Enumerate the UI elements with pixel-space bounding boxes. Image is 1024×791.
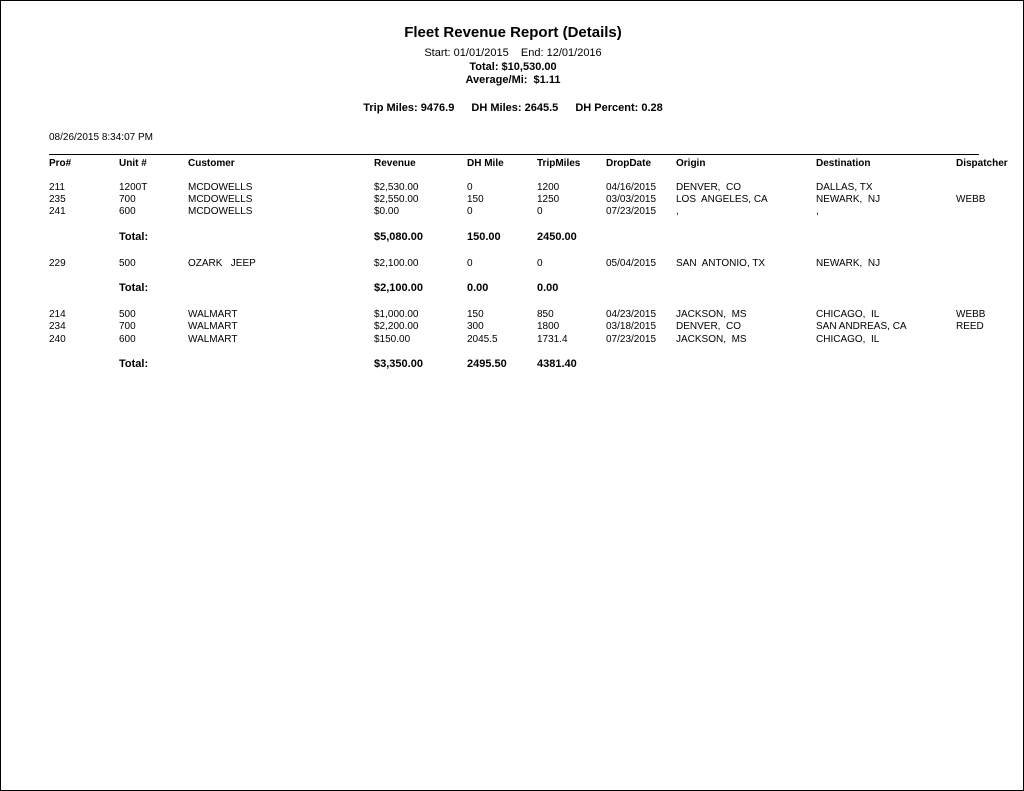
cell-pro: 240 <box>49 334 66 345</box>
table-row <box>1 206 1024 218</box>
cell-dh-mile: 0 <box>467 258 473 269</box>
table-row <box>1 309 1024 321</box>
cell-revenue: $2,550.00 <box>374 194 419 205</box>
total-label: Total: <box>119 282 149 294</box>
total-trip-miles: 0.00 <box>537 282 559 294</box>
table-row <box>1 258 1024 270</box>
total-dh-mile: 2495.50 <box>467 358 507 370</box>
table-row <box>1 334 1024 346</box>
cell-dh-mile: 150 <box>467 309 484 320</box>
cell-dispatcher: WEBB <box>956 194 986 205</box>
cell-pro: 241 <box>49 206 66 217</box>
cell-destination: , <box>816 206 819 217</box>
cell-customer: WALMART <box>188 334 238 345</box>
cell-unit: 500 <box>119 309 136 320</box>
cell-destination: SAN ANDREAS, CA <box>816 321 907 332</box>
cell-pro: 211 <box>49 182 65 193</box>
table-row <box>1 194 1024 206</box>
total-label: Total: <box>119 231 149 243</box>
cell-trip-miles: 0 <box>537 258 543 269</box>
cell-revenue: $2,200.00 <box>374 321 419 332</box>
cell-customer: MCDOWELLS <box>188 194 253 205</box>
cell-dh-mile: 2045.5 <box>467 334 498 345</box>
cell-destination: DALLAS, TX <box>816 182 873 193</box>
cell-pro: 229 <box>49 258 66 269</box>
column-header-drop-date: DropDate <box>606 158 652 169</box>
cell-drop-date: 07/23/2015 <box>606 334 657 345</box>
cell-dh-mile: 0 <box>467 182 473 193</box>
table-row <box>1 182 1024 194</box>
cell-destination: NEWARK, NJ <box>816 194 881 205</box>
group-total-row <box>1 231 1024 245</box>
cell-revenue: $2,530.00 <box>374 182 419 193</box>
cell-unit: 1200T <box>119 182 148 193</box>
column-header-unit: Unit # <box>119 158 147 169</box>
cell-customer: WALMART <box>188 321 238 332</box>
cell-trip-miles: 850 <box>537 309 554 320</box>
cell-revenue: $2,100.00 <box>374 258 419 269</box>
cell-customer: OZARK JEEP <box>188 258 256 269</box>
header-divider <box>49 154 979 155</box>
column-header-trip-miles: TripMiles <box>537 158 581 169</box>
cell-customer: WALMART <box>188 309 238 320</box>
cell-unit: 600 <box>119 334 136 345</box>
dh-percent-summary: DH Percent: 0.28 <box>575 102 663 114</box>
cell-trip-miles: 0 <box>537 206 543 217</box>
cell-origin: , <box>676 206 679 217</box>
cell-origin: JACKSON, MS <box>676 334 747 345</box>
cell-drop-date: 04/23/2015 <box>606 309 657 320</box>
cell-origin: LOS ANGELES, CA <box>676 194 768 205</box>
cell-origin: DENVER, CO <box>676 321 742 332</box>
cell-dispatcher: WEBB <box>956 309 986 320</box>
cell-pro: 234 <box>49 321 66 332</box>
cell-drop-date: 07/23/2015 <box>606 206 657 217</box>
cell-customer: MCDOWELLS <box>188 182 253 193</box>
cell-dispatcher: REED <box>956 321 984 332</box>
total-revenue: $3,350.00 <box>374 358 423 370</box>
total-label: Total: <box>119 358 149 370</box>
cell-origin: DENVER, CO <box>676 182 742 193</box>
cell-trip-miles: 1250 <box>537 194 560 205</box>
column-header-customer: Customer <box>188 158 235 169</box>
total-trip-miles: 4381.40 <box>537 358 577 370</box>
table-row <box>1 321 1024 333</box>
cell-dh-mile: 150 <box>467 194 484 205</box>
cell-pro: 235 <box>49 194 66 205</box>
cell-unit: 600 <box>119 206 136 217</box>
cell-trip-miles: 1200 <box>537 182 560 193</box>
cell-unit: 700 <box>119 321 136 332</box>
cell-pro: 214 <box>49 309 66 320</box>
column-header-origin: Origin <box>676 158 706 169</box>
column-header-destination: Destination <box>816 158 871 169</box>
cell-drop-date: 04/16/2015 <box>606 182 657 193</box>
cell-destination: CHICAGO, IL <box>816 309 880 320</box>
cell-trip-miles: 1731.4 <box>537 334 568 345</box>
column-header-pro: Pro# <box>49 158 72 169</box>
cell-origin: JACKSON, MS <box>676 309 747 320</box>
group-total-row <box>1 282 1024 296</box>
cell-drop-date: 03/18/2015 <box>606 321 657 332</box>
total-trip-miles: 2450.00 <box>537 231 577 243</box>
cell-unit: 500 <box>119 258 136 269</box>
cell-dh-mile: 0 <box>467 206 473 217</box>
cell-drop-date: 03/03/2015 <box>606 194 657 205</box>
total-dh-mile: 150.00 <box>467 231 501 243</box>
cell-revenue: $1,000.00 <box>374 309 419 320</box>
cell-drop-date: 05/04/2015 <box>606 258 657 269</box>
print-timestamp: 08/26/2015 8:34:07 PM <box>49 132 153 143</box>
group-total-row <box>1 358 1024 372</box>
dh-miles-summary: DH Miles: 2645.5 <box>471 102 559 114</box>
mileage-summary <box>1 102 1024 114</box>
column-header-revenue: Revenue <box>374 158 416 169</box>
date-range: Start: 01/01/2015 End: 12/01/2016 <box>424 47 602 59</box>
report-title: Fleet Revenue Report (Details) <box>404 24 622 41</box>
total-revenue: $5,080.00 <box>374 231 423 243</box>
cell-dh-mile: 300 <box>467 321 484 332</box>
cell-trip-miles: 1800 <box>537 321 560 332</box>
cell-destination: NEWARK, NJ <box>816 258 881 269</box>
report-average: Average/Mi: $1.11 <box>465 74 561 86</box>
cell-destination: CHICAGO, IL <box>816 334 880 345</box>
total-dh-mile: 0.00 <box>467 282 489 294</box>
total-revenue: $2,100.00 <box>374 282 423 294</box>
cell-revenue: $0.00 <box>374 206 400 217</box>
column-header-dispatcher: Dispatcher <box>956 158 1008 169</box>
column-header-dh-mile: DH Mile <box>467 158 504 169</box>
cell-unit: 700 <box>119 194 136 205</box>
report-total: Total: $10,530.00 <box>469 61 557 73</box>
trip-miles-summary: Trip Miles: 9476.9 <box>363 102 455 114</box>
cell-customer: MCDOWELLS <box>188 206 253 217</box>
cell-revenue: $150.00 <box>374 334 411 345</box>
cell-origin: SAN ANTONIO, TX <box>676 258 766 269</box>
